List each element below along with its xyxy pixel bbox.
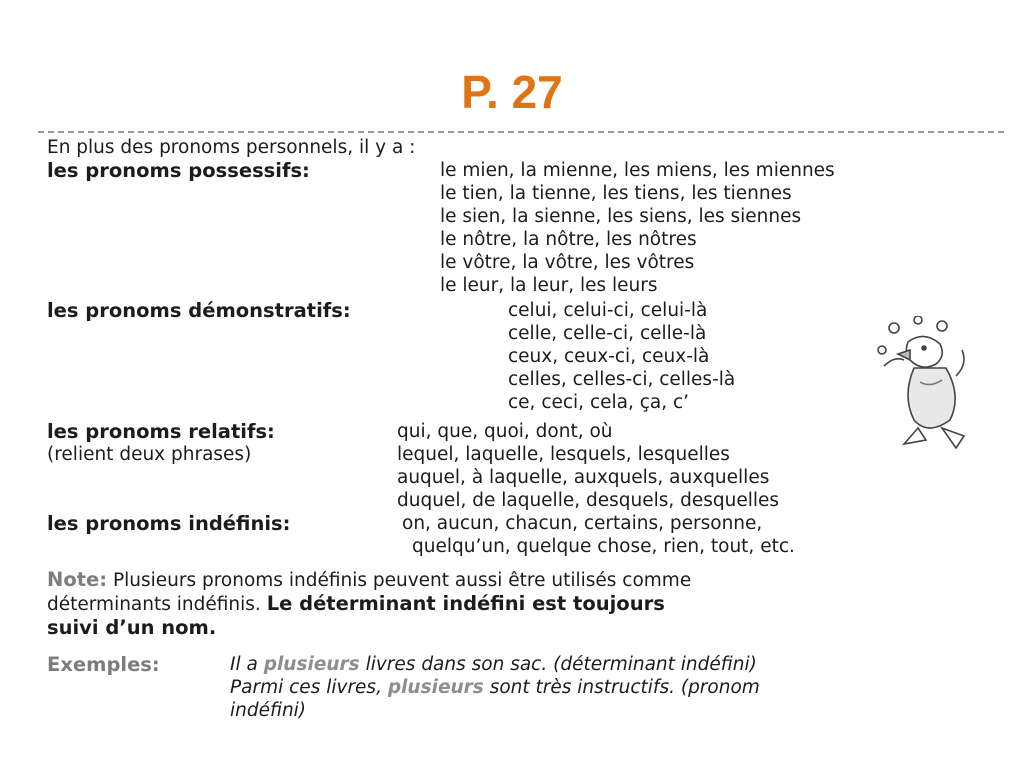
list-item: lequel, laquelle, lesquels, lesquelles [397,444,730,465]
note-label: Note: [47,568,108,591]
list-item: ce, ceci, cela, ça, c’ [508,392,690,413]
list-item: celui, celui-ci, celui-là [508,300,708,321]
demonstrative-section [47,299,987,420]
demonstrative-label: les pronoms démonstratifs: [47,299,351,322]
example-line [230,653,760,676]
relative-label: les pronoms relatifs: [47,420,275,443]
list-item: le tien, la tienne, les tiens, les tiennes [440,183,792,204]
list-item: celles, celles-ci, celles-là [508,369,736,390]
list-item: le leur, la leur, les leurs [440,275,658,296]
demonstrative-list [508,299,735,414]
juggling-bird-icon [864,316,984,456]
indefinite-section [47,512,987,562]
list-item: le mien, la mienne, les miens, les miennes [440,160,835,181]
list-item: qui, que, quoi, dont, où [397,421,613,442]
list-item: auquel, à laquelle, auxquels, auxquelles [397,467,770,488]
example-text: livres dans son sac. (déterminant indéfini) [365,654,757,675]
note-section [47,568,987,639]
relative-section [47,420,987,512]
note-emphasis: suivi d’un nom. [47,616,217,639]
document-body [47,136,987,723]
list-item: duquel, de laquelle, desquels, desquelles [397,490,780,511]
list-item: quelqu’un, quelque chose, rien, tout, etc. [412,536,795,557]
page-title: P. 27 [461,66,563,118]
note-text: déterminants indéfinis. [47,594,261,615]
note-text: Plusieurs pronoms indéfinis peuvent aussi être utilisés comme [112,570,692,591]
possessive-section [47,159,987,297]
list-item: le nôtre, la nôtre, les nôtres [440,229,697,250]
possessive-list [440,159,835,297]
example-text: sont très instructifs. (pronom [489,677,760,698]
list-item: ceux, ceux-ci, ceux-là [508,346,710,367]
examples-label: Exemples: [47,653,160,676]
list-item: le vôtre, la vôtre, les vôtres [440,252,695,273]
note-emphasis: Le déterminant indéfini est toujours [266,592,665,615]
dashed-divider [38,131,1004,133]
relative-list [397,420,779,512]
example-line: indéfini) [230,700,307,721]
indefinite-list [402,512,795,558]
example-highlight: plusieurs [387,677,484,698]
possessive-label: les pronoms possessifs: [47,159,310,182]
list-item: le sien, la sienne, les siens, les siennes [440,206,802,227]
example-text: Il a [230,654,258,675]
list-item: on, aucun, chacun, certains, personne, [402,513,763,534]
examples-list [230,653,760,722]
example-text: Parmi ces livres, [230,677,382,698]
indefinite-label: les pronoms indéfinis: [47,512,291,535]
relative-sublabel: (relient deux phrases) [47,444,252,465]
examples-section [47,653,987,723]
example-highlight: plusieurs [263,654,360,675]
list-item: celle, celle-ci, celle-là [508,323,707,344]
intro-line: En plus des pronoms personnels, il y a : [47,137,416,158]
example-line [230,676,760,699]
